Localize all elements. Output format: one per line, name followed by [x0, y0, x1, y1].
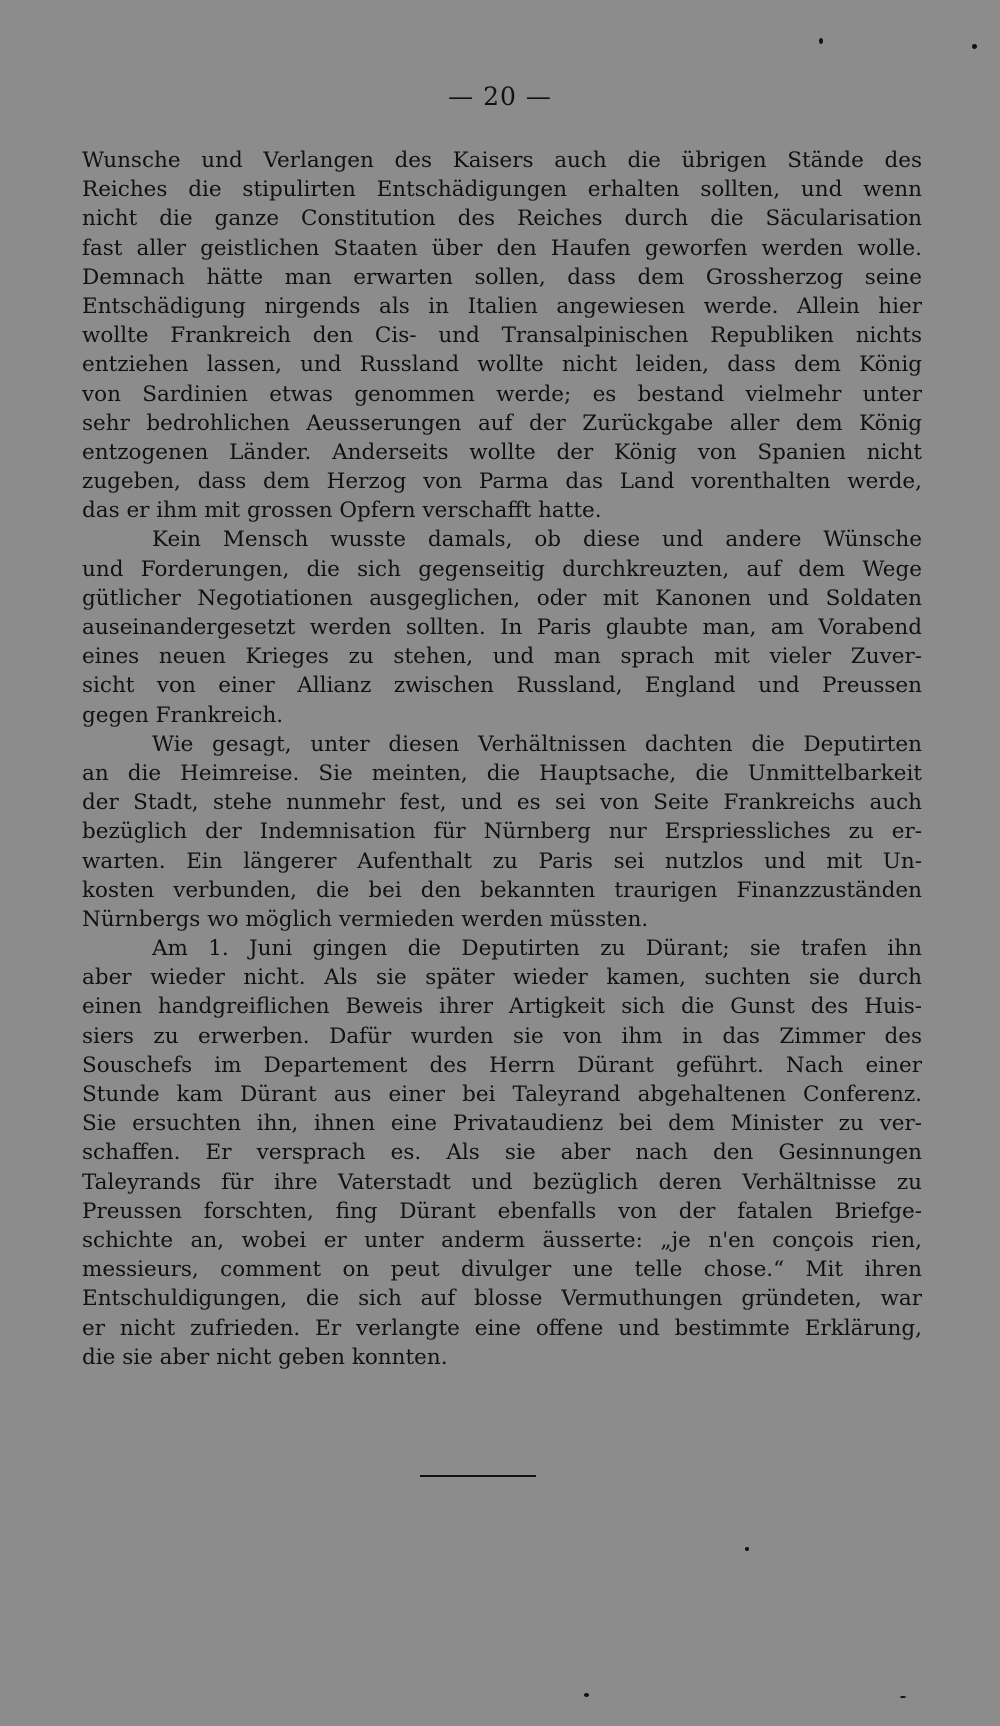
text-line: das er ihm mit grossen Opfern verschafft hatte. — [82, 498, 602, 524]
text-line: warten. Ein längerer Aufenthalt zu Paris sei nutzlos und mit Un- — [82, 848, 922, 874]
text-line: die sie aber nicht geben konnten. — [82, 1344, 448, 1370]
text-line: wollte Frankreich den Cis- und Transalpinischen Republiken nichts — [82, 323, 922, 349]
text-line: kosten verbunden, die bei den bekannten traurigen Finanzzuständen — [82, 877, 922, 903]
text-line: gegen Frankreich. — [82, 702, 284, 728]
text-line: Am 1. Juni gingen die Deputirten zu Dürant; sie trafen ihn — [152, 936, 922, 962]
text-line: entzogenen Länder. Anderseits wollte der König von Spanien nicht — [82, 439, 922, 465]
text-line: aber wieder nicht. Als sie später wieder kamen, suchten sie durch — [82, 965, 922, 991]
text-line: Wunsche und Verlangen des Kaisers auch die übrigen Stände des — [82, 148, 922, 173]
text-line: er nicht zufrieden. Er verlangte eine offene und bestimmte Erklärung, — [82, 1315, 922, 1341]
text-line: Stunde kam Dürant aus einer bei Taleyrand abgehaltenen Conferenz. — [82, 1082, 922, 1107]
text-line: Nürnbergs wo möglich vermieden werden müssten. — [82, 906, 649, 932]
text-line: von Sardinien etwas genommen werde; es bestand vielmehr unter — [82, 381, 922, 407]
text-line: und Forderungen, die sich gegenseitig durchkreuzten, auf dem Wege — [82, 556, 922, 582]
scan-speck — [745, 1547, 749, 1551]
text-line: Kein Mensch wusste damals, ob diese und andere Wünsche — [152, 527, 922, 553]
text-line: entziehen lassen, und Russland wollte nicht leiden, dass dem König — [82, 352, 922, 378]
scan-speck — [900, 1696, 906, 1698]
text-line: schichte an, wobei er unter anderm äusserte: „je n'en conçois rien, — [82, 1227, 922, 1253]
text-line: Preussen forschten, fing Dürant ebenfalls von der fatalen Briefge- — [82, 1198, 922, 1224]
text-line: schaffen. Er versprach es. Als sie aber nach den Gesinnungen — [82, 1140, 922, 1166]
text-line: Reiches die stipulirten Entschädigungen erhalten sollten, und wenn — [82, 177, 922, 203]
end-rule — [420, 1475, 536, 1477]
text-line: Wie gesagt, unter diesen Verhältnissen dachten die Deputirten — [152, 731, 922, 757]
paragraph — [82, 525, 922, 729]
paragraph — [82, 146, 922, 525]
text-line: eines neuen Krieges zu stehen, und man sprach mit vieler Zuver- — [82, 644, 922, 670]
text-line: bezüglich der Indemnisation für Nürnberg nur Erspriessliches zu er- — [82, 819, 922, 845]
body-text — [82, 146, 922, 1372]
text-line: Entschädigung nirgends als in Italien angewiesen werde. Allein hier — [82, 293, 922, 319]
text-line: einen handgreiflichen Beweis ihrer Artigkeit sich die Gunst des Huis- — [82, 994, 922, 1020]
text-line: messieurs, comment on peut divulger une telle chose.“ Mit ihren — [82, 1257, 922, 1283]
text-line: Sie ersuchten ihn, ihnen eine Privataudienz bei dem Minister zu ver- — [82, 1111, 922, 1137]
scan-speck — [972, 44, 977, 49]
paragraph — [82, 730, 922, 934]
text-line: Entschuldigungen, die sich auf blosse Vermuthungen gründeten, war — [82, 1286, 922, 1312]
text-line: nicht die ganze Constitution des Reiches durch die Säcularisation — [82, 206, 922, 232]
text-line: gütlicher Negotiationen ausgeglichen, oder mit Kanonen und Soldaten — [82, 585, 922, 611]
text-line: fast aller geistlichen Staaten über den Haufen geworfen werden wolle. — [82, 235, 922, 261]
text-line: an die Heimreise. Sie meinten, die Hauptsache, die Unmittelbarkeit — [82, 760, 922, 786]
text-line: Taleyrands für ihre Vaterstadt und bezüglich deren Verhältnisse zu — [82, 1169, 922, 1195]
text-line: Demnach hätte man erwarten sollen, dass dem Grossherzog seine — [82, 264, 922, 290]
scan-speck — [584, 1693, 589, 1697]
scan-speck — [819, 38, 823, 44]
text-line: sehr bedrohlichen Aeusserungen auf der Zurückgabe aller dem König — [82, 410, 922, 436]
text-line: siers zu erwerben. Dafür wurden sie von ihm in das Zimmer des — [82, 1023, 922, 1049]
text-line: zugeben, dass dem Herzog von Parma das Land vorenthalten werde, — [82, 469, 922, 495]
page-number: — 20 — — [448, 82, 552, 111]
text-line: auseinandergesetzt werden sollten. In Paris glaubte man, am Vorabend — [82, 615, 922, 640]
text-line: sicht von einer Allianz zwischen Russland, England und Preussen — [82, 673, 922, 699]
paragraph — [82, 934, 922, 1372]
text-line: Souschefs im Departement des Herrn Dürant geführt. Nach einer — [82, 1052, 922, 1078]
text-line: der Stadt, stehe nunmehr fest, und es sei von Seite Frankreichs auch — [82, 790, 922, 816]
